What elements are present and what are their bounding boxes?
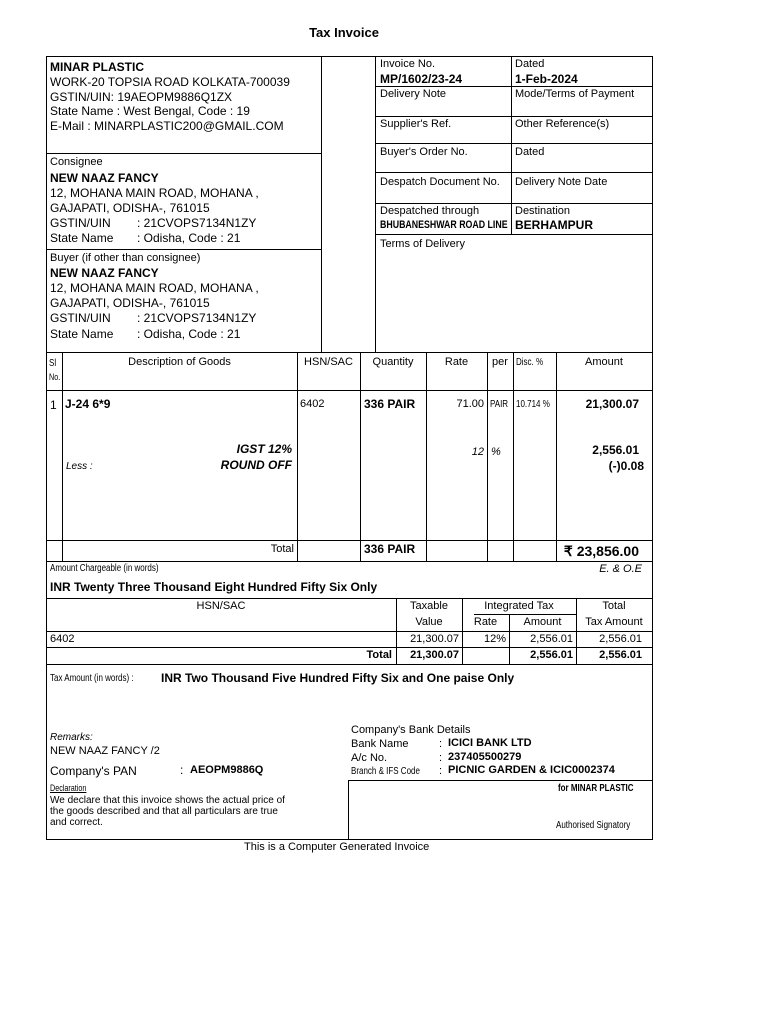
remarks-label: Remarks: <box>50 732 93 743</box>
for-company: for MINAR PLASTIC <box>558 783 634 794</box>
declaration-line2: the goods described and that all particulars are true <box>50 806 278 817</box>
destination-label: Destination <box>515 205 571 217</box>
consignee-gstin-label: GSTIN/UIN <box>50 216 111 230</box>
buyers-order-label: Buyer's Order No. <box>380 146 468 158</box>
igst-rate: 12 <box>471 446 484 458</box>
item-per: PAIR <box>490 399 509 410</box>
item-disc: 10.714 % <box>516 399 550 410</box>
col-per: per <box>492 356 508 368</box>
col-disc: Disc. % <box>516 357 544 368</box>
tax-col-amount: Amount <box>523 616 562 628</box>
tax-row-taxable: 21,300.07 <box>410 633 459 645</box>
buyer-gstin-label: GSTIN/UIN <box>50 311 111 325</box>
bank-acno-label: A/c No. <box>351 752 388 764</box>
consignee-name: NEW NAAZ FANCY <box>50 171 159 185</box>
col-amount: Amount <box>585 356 623 368</box>
bank-heading: Company's Bank Details <box>351 724 471 736</box>
despatch-doc-label: Despatch Document No. <box>380 176 500 188</box>
bank-branch-value: PICNIC GARDEN & ICIC0002374 <box>448 764 615 776</box>
item-amount: 21,300.07 <box>585 397 639 411</box>
delivery-note-date-label: Delivery Note Date <box>515 176 608 188</box>
item-sl: 1 <box>50 398 57 412</box>
dated-value: 1-Feb-2024 <box>515 72 578 86</box>
tax-col-tax-amount: Tax Amount <box>585 616 643 628</box>
terms-of-delivery-label: Terms of Delivery <box>380 238 465 250</box>
bank-name-label: Bank Name <box>351 738 409 750</box>
border-bottom <box>46 839 653 840</box>
bank-acno-colon: : <box>439 752 443 764</box>
border-left <box>46 56 47 840</box>
tax-col-integrated: Integrated Tax <box>484 600 554 612</box>
tax-col-rate: Rate <box>473 616 498 628</box>
dated-label: Dated <box>515 58 545 70</box>
suppliers-ref-label: Supplier's Ref. <box>380 118 452 130</box>
buyer-heading: Buyer (if other than consignee) <box>50 252 201 264</box>
border-top <box>46 56 653 57</box>
despatched-through: BHUBANESHWAR ROAD LINE <box>380 219 508 231</box>
tax-col-total: Total <box>602 600 626 612</box>
bank-acno-value: 237405500279 <box>448 751 522 763</box>
col-quantity: Quantity <box>372 356 414 368</box>
despatched-through-label: Despatched through <box>380 205 480 217</box>
footer-note: This is a Computer Generated Invoice <box>244 841 430 853</box>
seller-email: E-Mail : MINARPLASTIC200@GMAIL.COM <box>50 119 284 133</box>
buyer-name: NEW NAAZ FANCY <box>50 266 159 280</box>
tax-row-hsn: 6402 <box>50 633 75 645</box>
consignee-state-label: State Name <box>50 231 114 245</box>
col-description: Description of Goods <box>128 356 231 368</box>
bank-branch-label: Branch & IFS Code <box>351 766 420 777</box>
col-rate: Rate <box>444 356 469 368</box>
buyer-gstin-value: : 21CVOPS7134N1ZY <box>137 311 257 325</box>
igst-pct: % <box>491 446 501 458</box>
tax-col-taxable: Taxable <box>410 600 448 612</box>
bank-name-value: ICICI BANK LTD <box>448 737 532 749</box>
round-off-label: ROUND OFF <box>220 458 292 472</box>
buyer-address1: 12, MOHANA MAIN ROAD, MOHANA , <box>50 281 259 295</box>
dated2-label: Dated <box>515 146 545 158</box>
buyer-state-label: State Name <box>50 327 114 341</box>
pan-label: Company's PAN <box>50 764 137 778</box>
tax-total-total: 2,556.01 <box>599 649 642 661</box>
tax-row-total: 2,556.01 <box>599 633 642 645</box>
tax-words-label: Tax Amount (in words) : <box>50 673 134 684</box>
consignee-gstin-value: : 21CVOPS7134N1ZY <box>137 216 257 230</box>
tax-row-rate: 12% <box>483 633 506 645</box>
tax-words: INR Two Thousand Five Hundred Fifty Six and One paise Only <box>161 671 515 685</box>
tax-total-label: Total <box>366 649 392 661</box>
less-label: Less : <box>66 461 93 472</box>
eoe: E. & O.E <box>599 563 642 575</box>
igst-amount: 2,556.01 <box>592 443 639 457</box>
buyer-state-value: : Odisha, Code : 21 <box>137 327 241 341</box>
consignee-state-value: : Odisha, Code : 21 <box>137 231 241 245</box>
bank-branch-colon: : <box>439 765 443 777</box>
seller-state: State Name : West Bengal, Code : 19 <box>50 104 250 118</box>
seller-gstin: GSTIN/UIN: 19AEOPM9886Q1ZX <box>50 90 233 104</box>
pan-value: AEOPM9886Q <box>190 764 264 776</box>
authorised-signatory: Authorised Signatory <box>556 820 631 831</box>
consignee-heading: Consignee <box>50 156 103 168</box>
total-amount: ₹ 23,856.00 <box>563 543 639 559</box>
consignee-address1: 12, MOHANA MAIN ROAD, MOHANA , <box>50 186 259 200</box>
border-right <box>652 56 653 840</box>
total-quantity: 336 PAIR <box>364 542 416 556</box>
buyer-address2: GAJAPATI, ODISHA-, 761015 <box>50 296 210 310</box>
seller-address: WORK-20 TOPSIA ROAD KOLKATA-700039 <box>50 75 290 89</box>
mode-terms-label: Mode/Terms of Payment <box>515 88 635 100</box>
declaration-line3: and correct. <box>50 817 103 828</box>
delivery-note-label: Delivery Note <box>380 88 447 100</box>
declaration-line1: We declare that this invoice shows the actual price of <box>50 795 285 806</box>
item-hsn: 6402 <box>300 398 325 410</box>
col-hsn: HSN/SAC <box>304 356 353 368</box>
amount-words: INR Twenty Three Thousand Eight Hundred Fifty Six Only <box>50 580 378 594</box>
col-sl: Sl <box>49 358 57 369</box>
amount-words-label: Amount Chargeable (in words) <box>50 563 159 574</box>
round-off-amount: (-)0.08 <box>608 459 644 473</box>
remarks-text: NEW NAAZ FANCY /2 <box>50 745 160 757</box>
item-description: J-24 6*9 <box>65 397 111 411</box>
invoice-no-label: Invoice No. <box>380 58 436 70</box>
tax-total-amount: 2,556.01 <box>530 649 573 661</box>
col-no: No. <box>49 372 61 382</box>
invoice-no: MP/1602/23-24 <box>380 72 463 86</box>
seller-name: MINAR PLASTIC <box>50 60 144 74</box>
tax-col-value: Value <box>415 616 443 628</box>
invoice-title: Tax Invoice <box>309 25 379 40</box>
bank-name-colon: : <box>439 738 443 750</box>
tax-col-hsn: HSN/SAC <box>196 600 246 612</box>
tax-row-amount: 2,556.01 <box>530 633 573 645</box>
pan-colon: : <box>180 763 184 777</box>
consignee-address2: GAJAPATI, ODISHA-, 761015 <box>50 201 210 215</box>
item-quantity: 336 PAIR <box>364 397 416 411</box>
destination: BERHAMPUR <box>515 218 593 232</box>
tax-total-taxable: 21,300.07 <box>410 649 459 661</box>
other-ref-label: Other Reference(s) <box>515 118 610 130</box>
total-label: Total <box>270 543 294 555</box>
igst-label: IGST 12% <box>236 442 292 456</box>
item-rate: 71.00 <box>456 398 484 410</box>
declaration-label: Declaration <box>50 783 87 793</box>
